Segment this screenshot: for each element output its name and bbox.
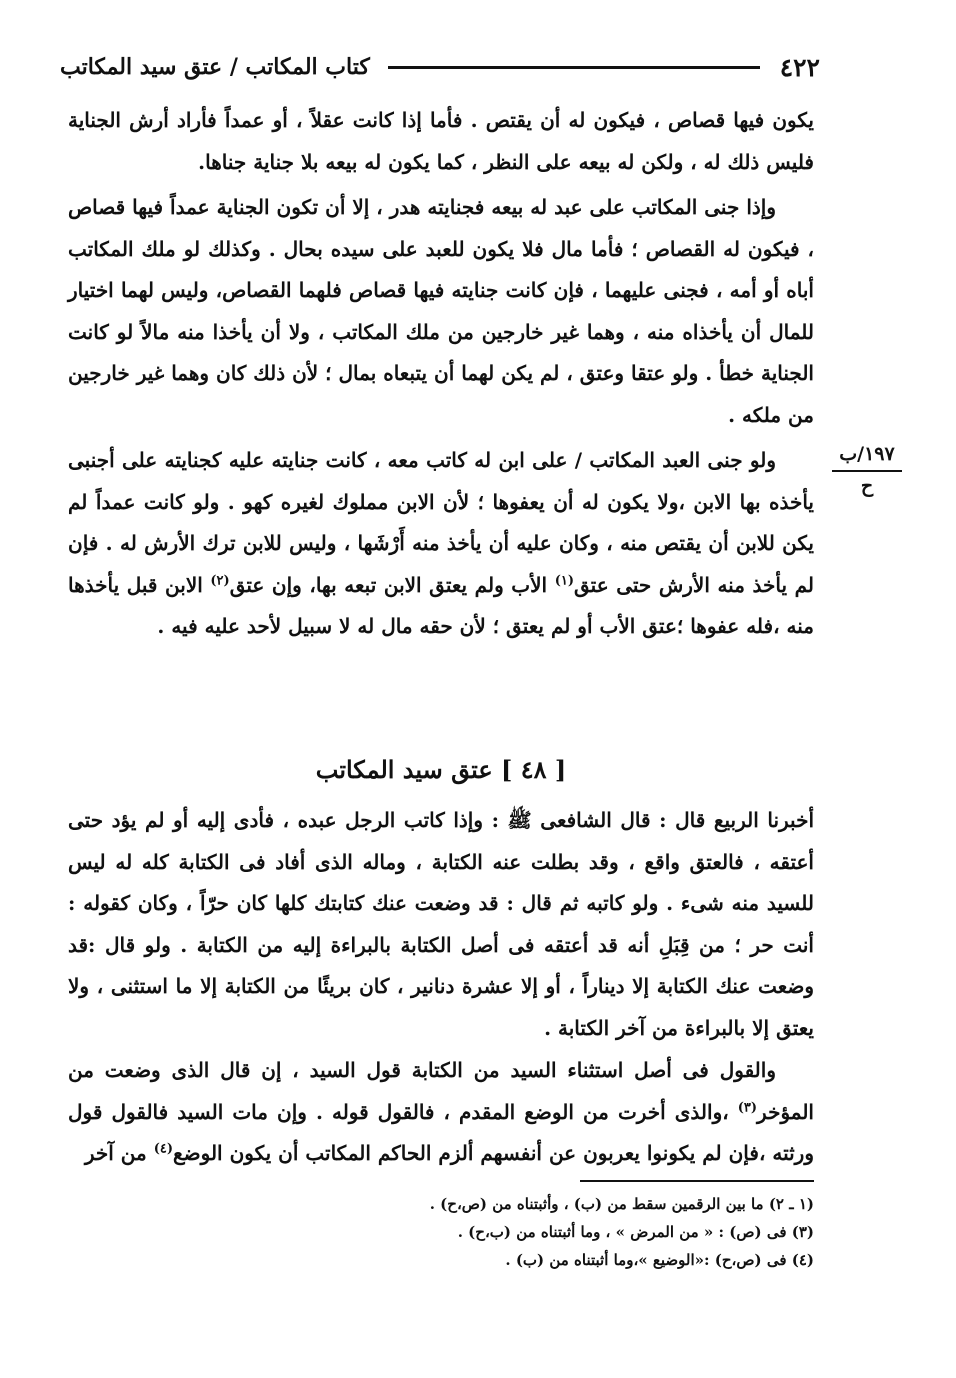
- footnote-3: (٤) فى (ص،ح) :«الوضيع »،وما أثبتناه من (ب) .: [505, 1251, 814, 1269]
- page-header: [60, 50, 820, 84]
- paragraph-5: [68, 1050, 814, 1175]
- paragraph-3-text-b: الأب ولم يعتق الابن تبعه بها، وإن عتق: [229, 572, 555, 597]
- manuscript-siglum: ح: [860, 475, 874, 497]
- page-number: ٤٢٢: [779, 52, 820, 82]
- paragraph-1: يكون فيها قصاص ، فيكون له أن يقتص . فأما إذا كانت عقلاً ، أو عمداً فأراد أرش الجناية فليس ذلك له ، ولكن له بيعه على النظر ، كما يكون له بيعه بلا جناية جناها.: [68, 108, 814, 174]
- footnote-ref-3: (٣): [737, 1099, 758, 1115]
- paragraph-5-text-b: ،والذى أخرت من الوضع المقدم ، فالقول قوله . وإن مات السيد فالقول قول ورثته ،فإن لم يكونوا يعربون عن أنفسهم ألزم الحاكم المكاتب أن يكون الوضع: [68, 1099, 814, 1165]
- paragraph-3: [68, 440, 814, 648]
- folio-reference: ١٩٧/ب: [832, 440, 902, 472]
- footnote-divider: [580, 1180, 814, 1182]
- footnotes: [68, 1190, 814, 1274]
- footnote-2: (٣) فى (ص) : « من المرض » ، وما أثبتناه من (ب،ح) .: [457, 1223, 814, 1241]
- paragraph-3-text-a: ولو جنى العبد المكاتب / على ابن له كاتب معه ، كانت جنايته عليه كجنايته على أجنبى يأخذه بها الابن ،ولا يكون له أن يعفوها ؛ لأن الابن مملوك لغيره كهو . ولو كانت عمداً لم يكن للابن أن يقتص منه ، وكان عليه أن يأخذ منه أَرْشَها ، وليس للابن ترك الأرش له . فإن لم يأخذ منه الأرش حتى عتق: [68, 448, 815, 597]
- running-title: كتاب المكاتب / عتق سيد المكاتب: [60, 54, 370, 80]
- paragraph-3-text-c: الابن قبل يأخذها منه ،فله عفوها ؛عتق الأب أو لم يعتق ؛ لأن حقه مال له لا سبيل لأحد عليه فيه .: [68, 572, 814, 638]
- margin-folio-note: [832, 440, 902, 500]
- paragraph-2: وإذا جنى المكاتب على عبد له بيعه فجنايته هدر ، إلا أن تكون الجناية عمداً فيها قصاص ، فيكون له القصاص ؛ فأما مال فلا يكون للعبد على سيده بحال . وكذلك لو ملك المكاتب أباه أو أمه ، فجنى عليهما ، فإن كانت جنايته فيها قصاص فلهما القصاص، وليس لهما اختيار للمال أن يأخذاه منه ، وهما غير خارجين من ملك المكاتب ، ولا أن يأخذا منه مالاً لو كانت الجناية خطأ . ولو عتقا وعتق ، لم يكن لهما أن يتبعاه بمال ؛ لأن ذلك كان وهما غير خارجين من ملكه .: [68, 195, 814, 427]
- section-title: [ ٤٨ ] عتق سيد المكاتب: [315, 755, 567, 784]
- paragraph-5-text-a: والقول فى أصل استثناء السيد من الكتابة قول السيد ، إن قال الذى وضعت من المؤخر: [68, 1058, 814, 1124]
- footnote-1: (١ ـ ٢) ما بين الرقمين سقط من (ب) ، وأثبتناه من (ص،ح) .: [429, 1195, 814, 1213]
- footnote-ref-1: (١): [554, 572, 574, 588]
- footnote-ref-4: (٤): [153, 1141, 173, 1157]
- paragraph-4: أخبرنا الربيع قال : قال الشافعى ﷺ : وإذا كاتب الرجل عبده ، فأدى إليه أو لم يؤد حتى أعتقه ، فالعتق واقع ، وقد بطلت عنه الكتابة ، وماله الذى أفاد فى الكتابة كله له ليس للسيد منه شىء . ولو كاتبه ثم قال : قد وضعت عنك كتابتك كلها كان حرّاً ، وكان كقوله : أنت حر ؛ من قِبَلِ أنه قد أعتقه فى أصل الكتابة بالبراءة إليه من الكتابة . ولو قال :قد وضعت عنك الكتابة إلا ديناراً ، أو إلا عشرة دنانير ، كان بريئًا من الكتابة إلا ما استثنى ، ولا يعتق إلا بالبراءة من آخر الكتابة .: [68, 808, 814, 1040]
- paragraph-5-text-c: من آخر: [84, 1141, 154, 1165]
- footnote-ref-2: (٢): [210, 572, 230, 588]
- header-rule: [388, 66, 760, 69]
